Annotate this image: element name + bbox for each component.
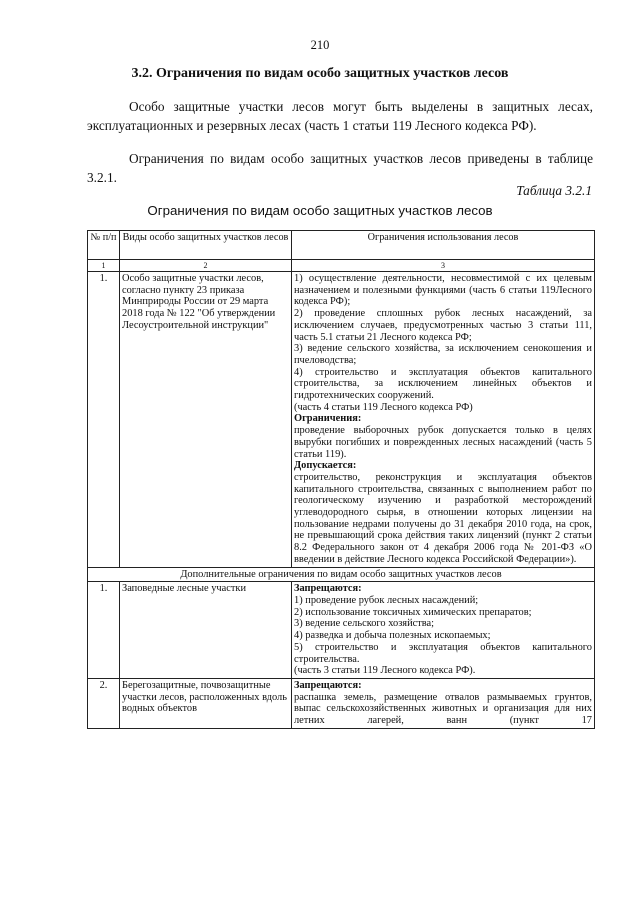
column-number-row	[88, 260, 595, 272]
table-caption: Таблица 3.2.1	[516, 183, 592, 198]
restriction-text: распашка земель, размещение отвалов размываемых грунтов, выпас сельскохозяйственных животных и организация для них летних лагерей, ванн (пункт 17	[294, 691, 592, 727]
row-restrictions	[292, 272, 595, 568]
table-title: Ограничения по видам особо защитных участков лесов	[147, 203, 493, 218]
page-number: 210	[310, 38, 330, 52]
header-type: Виды особо защитных участков лесов	[120, 231, 292, 260]
restrictions-text: проведение выборочных рубок допускается только в целях вырубки погибших и поврежденных лесных насаждений (часть 5 статьи 119).	[294, 425, 592, 460]
header-number: № п/п	[88, 231, 120, 260]
restrictions-table	[87, 230, 595, 729]
restriction-item: 2) проведение сплошных рубок лесных насаждений, за исключением случаев, предусмотренных частью 3 статьи 111, часть 5.1 статьи 21 Лесного кодекса РФ;	[294, 308, 592, 343]
row-type: Особо защитные участки лесов, согласно пункту 23 приказа Минприроды России от 29 марта 2018 года № 122 "Об утверждении Лесоустроительной инструкции"	[120, 272, 292, 568]
row-type: Заповедные лесные участки	[120, 582, 292, 679]
restriction-item: 1) проведение рубок лесных насаждений;	[294, 594, 479, 606]
restriction-item: (часть 3 статьи 119 Лесного кодекса РФ).	[294, 665, 476, 677]
table-header-row	[88, 231, 595, 260]
row-number: 1.	[88, 272, 120, 568]
restriction-item: 3) ведение сельского хозяйства;	[294, 618, 435, 630]
paragraph-intro: Особо защитные участки лесов могут быть выделены в защитных лесах, эксплуатационных и резервных лесах (часть 1 статьи 119 Лесного кодекса РФ).	[87, 99, 593, 133]
prohibited-label: Запрещаются:	[294, 679, 362, 691]
restriction-item: 2) использование токсичных химических препаратов;	[294, 606, 532, 618]
paragraph-reference: Ограничения по видам особо защитных участков лесов приведены в таблице 3.2.1.	[87, 151, 593, 185]
column-number: 1	[88, 260, 120, 272]
allowed-text: строительство, реконструкция и эксплуатация объектов капитального строительства, связанных с выполнением работ по геологическому изучению и разработкой месторождений углеводородного сырья, в отношении которых лицензии на пользование недрами получены до 31 декабря 2010 года, на срок, не превышающий срока действия таких лицензий (пункт 2 статьи 8.2 Федерального закон от 4 декабря 2006 года № 201-ФЗ «О введении в действие Лесного кодекса Российской Федерации»).	[294, 471, 592, 565]
row-type: Берегозащитные, почвозащитные участки лесов, расположенных вдоль водных объектов	[120, 678, 292, 728]
row-restrictions	[292, 582, 595, 679]
column-number: 3	[292, 260, 595, 272]
restriction-item: 4) разведка и добыча полезных ископаемых;	[294, 630, 491, 642]
restriction-item: 4) строительство и эксплуатация объектов капитального строительства, за исключением линейных объектов и гидротехнических сооружений.	[294, 366, 592, 402]
section-title: 3.2. Ограничения по видам особо защитных участков лесов	[131, 66, 509, 81]
restriction-item: 3) ведение сельского хозяйства, за исключением сенокошения и пчеловодства;	[294, 343, 592, 366]
allowed-label: Допускается:	[294, 460, 357, 472]
restriction-item: (часть 4 статьи 119 Лесного кодекса РФ)	[294, 401, 473, 413]
row-number: 1.	[88, 582, 120, 679]
table-row	[88, 582, 595, 679]
restriction-item: 5) строительство и эксплуатация объектов капитального строительства.	[294, 641, 592, 665]
column-number: 2	[120, 260, 292, 272]
prohibited-label: Запрещаются:	[294, 583, 362, 595]
subheader-row	[88, 567, 595, 582]
row-number: 2.	[88, 678, 120, 728]
restriction-item: 1) осуществление деятельности, несовместимой с их целевым назначением и полезными функциями (часть 6 статьи 119Лесного кодекса РФ);	[294, 273, 592, 308]
restrictions-label: Ограничения:	[294, 413, 362, 425]
table-row	[88, 678, 595, 728]
table-row	[88, 272, 595, 568]
row-restrictions	[292, 678, 595, 728]
header-restrictions: Ограничения использования лесов	[292, 231, 595, 260]
subheader: Дополнительные ограничения по видам особо защитных участков лесов	[88, 567, 595, 582]
